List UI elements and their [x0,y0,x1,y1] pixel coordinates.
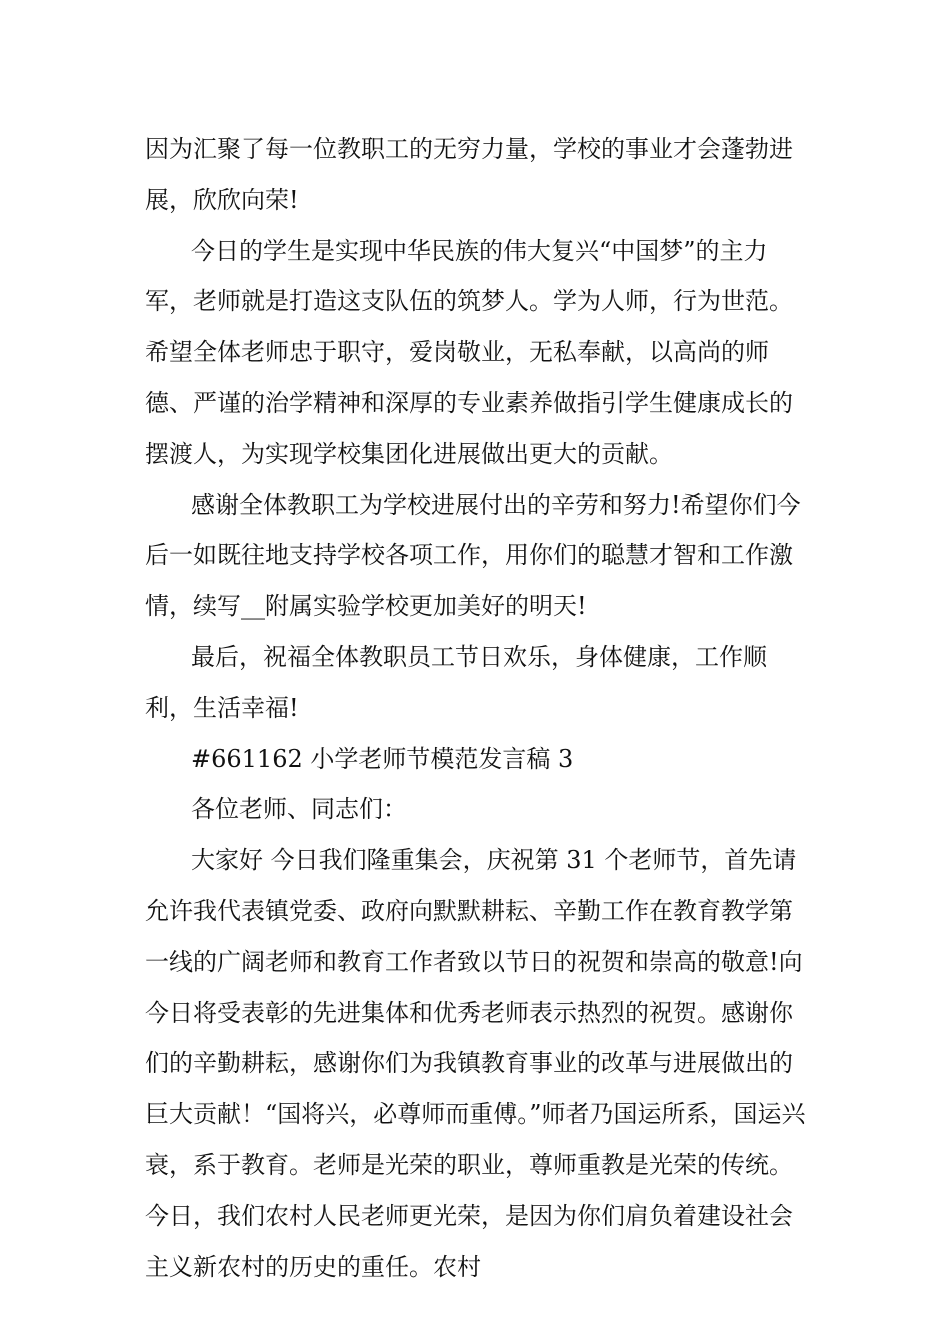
paragraph-chinese-dream: 今日的学生是实现中华民族的伟大复兴“中国梦”的主力军，老师就是打造这支队伍的筑梦人。学为人师，行为世范。希望全体老师忠于职守，爱岗敬业，无私奉献，以高尚的师德、严谨的治学精神和深厚的专业素养做指引学生健康成长的摆渡人，为实现学校集团化进展做出更大的贡献。 [145,236,793,468]
section-heading: #661162 小学老师节模范发言稿 3 [191,744,574,773]
paragraph-continuation: 因为汇聚了每一位教职工的无穷力量，学校的事业才会蓬勃进展，欣欣向荣! [145,135,793,214]
document-body [145,124,810,1292]
paragraph-blessing: 最后，祝福全体教职员工节日欢乐，身体健康，工作顺利，生活幸福! [145,642,767,722]
salutation: 各位老师、同志们： [191,795,407,824]
paragraph-speech-body: 大家好 今日我们隆重集会，庆祝第 31 个老师节，首先请允许我代表镇党委、政府向默默耕耘、辛勤工作在教育教学第一线的广阔老师和教育工作者致以节日的祝贺和崇高的敬意!向今日将受表彰的先进集体和优秀老师表示热烈的祝贺。感谢你们的辛勤耕耘，感谢你们为我镇教育事业的改革与进展做出的巨大贡献！“国将兴，必尊师而重傅。”师者乃国运所系，国运兴衰，系于教育。老师是光荣的职业，尊师重教是光荣的传统。今日，我们农村人民老师更光荣，是因为你们肩负着建设社会主义新农村的历史的重任。农村 [145,846,806,1281]
paragraph-thanks: 感谢全体教职工为学校进展付出的辛劳和努力!希望你们今后一如既往地支持学校各项工作，用你们的聪慧才智和工作激情，续写__附属实验学校更加美好的明天! [145,490,801,621]
